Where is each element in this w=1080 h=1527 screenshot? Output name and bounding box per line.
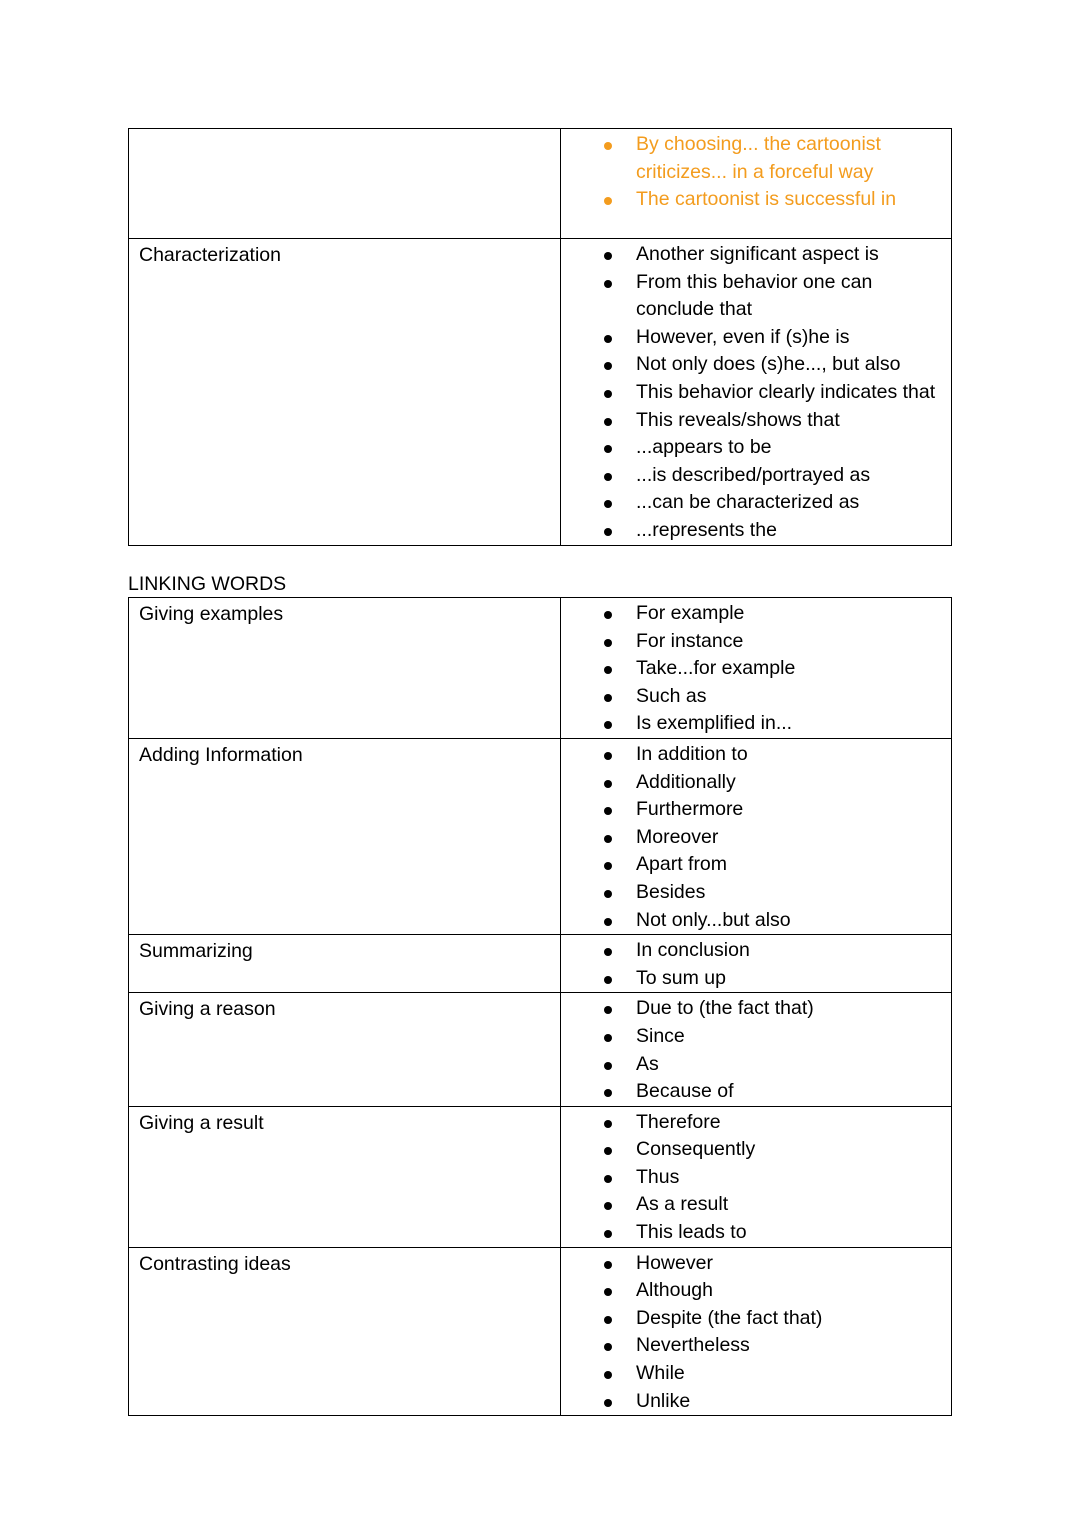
phrase-text: However, even if (s)he is [636,325,850,348]
phrase-text: Apart from [636,853,728,876]
phrases-cell [561,1106,952,1247]
phrase-item [561,851,941,879]
table-row [129,1106,952,1247]
bullet-icon [604,918,612,926]
phrase-item [561,907,941,935]
phrase-item [561,710,941,738]
bullet-icon [604,1120,612,1128]
phrases-cell [561,239,952,546]
phrase-item [561,879,941,907]
phrase-item [561,1164,941,1192]
phrase-item [561,324,941,352]
phrase-text: Moreover [636,825,719,848]
phrase-text: For instance [636,629,744,652]
phrase-item [561,1360,941,1388]
phrase-item [561,351,941,379]
phrase-item [561,1191,941,1219]
row-label-cell [129,738,561,934]
row-label-cell [129,1106,561,1247]
phrase-text: To sum up [636,966,726,989]
phrase-item [561,489,941,517]
row-label: Giving a reason [139,998,276,1021]
bullet-icon [604,252,612,260]
bullet-icon [604,1006,612,1014]
phrase-item [561,186,941,214]
bullet-icon [604,807,612,815]
bullet-icon [604,473,612,481]
table-row [129,598,952,739]
bullet-icon [604,976,612,984]
bullet-icon [604,1034,612,1042]
phrase-text: Another significant aspect is [636,243,879,265]
phrase-item [561,769,941,797]
phrase-item [561,1388,941,1416]
phrase-text: While [636,1362,685,1385]
phrase-text: Not only does (s)he..., but also [636,353,901,376]
bullet-icon [604,1399,612,1407]
phrase-text: Although [636,1279,713,1302]
bullet-icon [604,1202,612,1210]
phrase-text: As [636,1052,659,1075]
phrase-item [561,1250,941,1278]
phrase-item [561,1136,941,1164]
phrase-list [561,131,941,214]
phrase-text: Consequently [636,1138,756,1161]
phrase-item [561,995,941,1023]
phrase-text: ...can be characterized as [636,491,860,514]
row-label-cell [129,1247,561,1416]
row-label: Adding Information [139,743,303,766]
phrase-list [561,1250,941,1416]
bullet-icon [604,862,612,870]
bullet-icon [604,1316,612,1324]
bullet-icon [604,280,612,288]
phrase-list [561,600,941,738]
phrase-text: Therefore [636,1110,721,1133]
bullet-icon [604,1261,612,1269]
bullet-icon [604,666,612,674]
bullet-icon [604,752,612,760]
bullet-icon [604,1062,612,1070]
phrase-list [561,741,941,934]
section-heading: LINKING WORDS [128,573,287,595]
phrase-item [561,131,941,186]
phrase-text: ...is described/portrayed as [636,463,871,486]
bullet-icon [604,1147,612,1155]
phrase-item [561,1277,941,1305]
phrases-cell [561,993,952,1106]
phrases-cell [561,1247,952,1416]
phrase-item [561,1023,941,1051]
bullet-icon [604,362,612,370]
phrase-list [561,1109,941,1247]
phrase-text: Unlike [636,1389,691,1412]
bullet-icon [604,197,612,205]
table-row [129,1247,952,1416]
bullet-icon [604,721,612,729]
bullet-icon [604,1175,612,1183]
phrase-item [561,1332,941,1360]
bullet-icon [604,780,612,788]
bullet-icon [604,835,612,843]
linking-words-table [128,597,952,1416]
phrase-item [561,269,941,324]
phrase-list [561,995,941,1105]
phrase-item [561,517,941,545]
phrases-cell [561,129,952,239]
bullet-icon [604,1343,612,1351]
phrase-text: This behavior clearly indicates that [636,380,936,403]
expressions-table [128,128,952,546]
phrase-item [561,379,941,407]
bullet-icon [604,142,612,150]
row-label-cell [129,129,561,239]
row-label: Contrasting ideas [139,1252,291,1275]
phrase-text: Not only...but also [636,908,791,931]
phrase-list [561,937,941,992]
phrase-text: Because of [636,1080,734,1103]
phrase-item [561,937,941,965]
phrase-item [561,1078,941,1106]
phrase-text: Due to (the fact that) [636,997,814,1020]
bullet-icon [604,335,612,343]
phrase-item [561,741,941,769]
phrase-item [561,824,941,852]
phrases-cell [561,935,952,993]
phrase-item [561,628,941,656]
row-label-cell [129,598,561,739]
phrase-item [561,796,941,824]
bullet-icon [604,890,612,898]
phrase-text: From this behavior one can conclude that [636,270,873,321]
row-label-cell [129,935,561,993]
phrase-text: However [636,1251,713,1274]
phrase-text: In conclusion [636,939,750,962]
phrase-item [561,965,941,993]
row-label: Giving examples [139,603,284,625]
bullet-icon [604,1288,612,1296]
phrase-text: As a result [636,1193,729,1216]
bullet-icon [604,639,612,647]
bullet-icon [604,948,612,956]
table-row [129,935,952,993]
row-label: Giving a result [139,1111,264,1134]
phrase-item [561,241,941,269]
table-row [129,993,952,1106]
phrase-text: Take...for example [636,657,796,680]
phrase-item [561,683,941,711]
bullet-icon [604,418,612,426]
phrase-text: This leads to [636,1221,747,1244]
phrase-text: Despite (the fact that) [636,1306,823,1329]
phrase-text: The cartoonist is successful in [636,188,897,211]
phrase-item [561,1219,941,1247]
phrase-item [561,434,941,462]
phrase-item [561,1109,941,1137]
phrase-text: This reveals/shows that [636,408,840,431]
row-label-cell [129,239,561,546]
phrase-text: Additionally [636,770,736,793]
phrase-text: In addition to [636,742,748,765]
row-label-cell [129,993,561,1106]
phrase-text: Furthermore [636,798,744,821]
phrase-item [561,462,941,490]
phrase-list [561,241,941,545]
bullet-icon [604,1089,612,1097]
bullet-icon [604,445,612,453]
bullet-icon [604,1371,612,1379]
phrases-cell [561,738,952,934]
phrase-text: Such as [636,684,707,707]
bullet-icon [604,528,612,536]
phrase-text: Nevertheless [636,1334,750,1357]
phrase-item [561,600,941,628]
table-row [129,239,952,546]
row-label: Characterization [139,244,281,266]
table-row [129,738,952,934]
row-label: Summarizing [139,940,253,963]
phrase-item [561,655,941,683]
bullet-icon [604,390,612,398]
phrases-cell [561,598,952,739]
phrase-item [561,407,941,435]
phrase-text: ...appears to be [636,436,772,459]
phrase-text: Thus [636,1165,680,1188]
bullet-icon [604,1230,612,1238]
phrase-text: By choosing... the cartoonist criticizes... in a forceful way [636,133,881,183]
phrase-text: Since [636,1024,685,1047]
phrase-text: Besides [636,880,706,903]
table-row [129,129,952,239]
phrase-item [561,1305,941,1333]
bullet-icon [604,500,612,508]
phrase-text: ...represents the [636,518,777,541]
bullet-icon [604,694,612,702]
phrase-text: Is exemplified in... [636,712,793,735]
bullet-icon [604,611,612,619]
phrase-item [561,1051,941,1079]
phrase-text: For example [636,602,745,624]
